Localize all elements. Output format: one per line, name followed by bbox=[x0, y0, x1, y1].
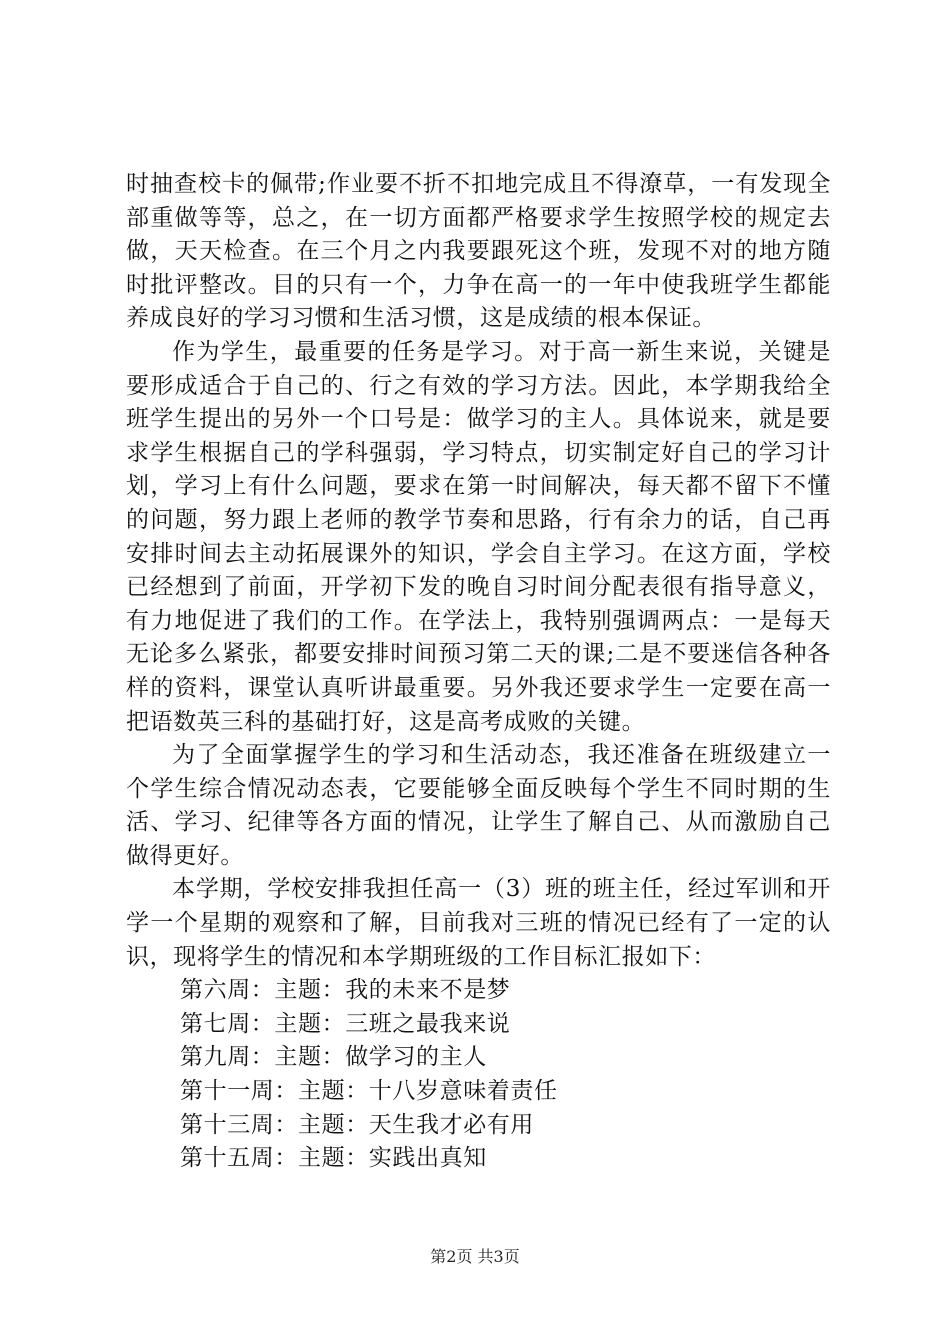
topic-item: 第七周：主题：三班之最我来说 bbox=[180, 1010, 511, 1037]
topic-item: 第十五周：主题：实践出真知 bbox=[180, 1145, 487, 1172]
page-footer bbox=[0, 1244, 950, 1267]
paragraph-study-method: 作为学生，最重要的任务是学习。对于高一新生来说，关键是要形成适合于自己的、行之有效的学习方法。因此，本学期我给全班学生提出的另外一个口号是：做学习的主人。具体说来，就是要求学生根据自己的学科强弱，学习特点，切实制定好自己的学习计划，学习上有什么问题，要求在第一时间解决，每天都不留下不懂的问题，努力跟上老师的教学节奏和思路，行有余力的话，自己再安排时间去主动拓展课外的知识，学会自主学习。在这方面，学校已经想到了前面，开学初下发的晚自习时间分配表很有指导意义，有力地促进了我们的工作。在学法上，我特别强调两点：一是每天无论多么紧张，都要安排时间预习第二天的课;二是不要迷信各种各样的资料，课堂认真听讲最重要。另外我还要求学生一定要在高一把语数英三科的基础打好，这是高考成败的关键。 bbox=[126, 338, 831, 735]
topic-item: 第九周：主题：做学习的主人 bbox=[180, 1044, 487, 1071]
page-number: 第2页 共3页 bbox=[430, 1247, 520, 1266]
paragraph-dynamic-table: 为了全面掌握学生的学习和生活动态，我还准备在班级建立一个学生综合情况动态表，它要能够全面反映每个学生不同时期的生活、学习、纪律等各方面的情况，让学生了解自己、从而激励自己做得更好。 bbox=[126, 742, 831, 869]
topic-item: 第十一周：主题：十八岁意味着责任 bbox=[180, 1078, 558, 1105]
topic-item: 第十三周：主题：天生我才必有用 bbox=[180, 1111, 534, 1138]
topic-item: 第六周：主题：我的未来不是梦 bbox=[180, 977, 511, 1004]
paragraph-continuation: 时抽查校卡的佩带;作业要不折不扣地完成且不得潦草，一有发现全部重做等等，总之，在一切方面都严格要求学生按照学校的规定去做，天天检查。在三个月之内我要跟死这个班，发现不对的地方随时批评整改。目的只有一个，力争在高一的一年中使我班学生都能养成良好的学习习惯和生活习惯，这是成绩的根本保证。 bbox=[126, 171, 831, 332]
paragraph-class-report: 本学期，学校安排我担任高一（3）班的班主任，经过军训和开学一个星期的观察和了解，目前我对三班的情况已经有了一定的认识，现将学生的情况和本学期班级的工作目标汇报如下： bbox=[126, 876, 831, 970]
document-body bbox=[126, 168, 831, 1176]
